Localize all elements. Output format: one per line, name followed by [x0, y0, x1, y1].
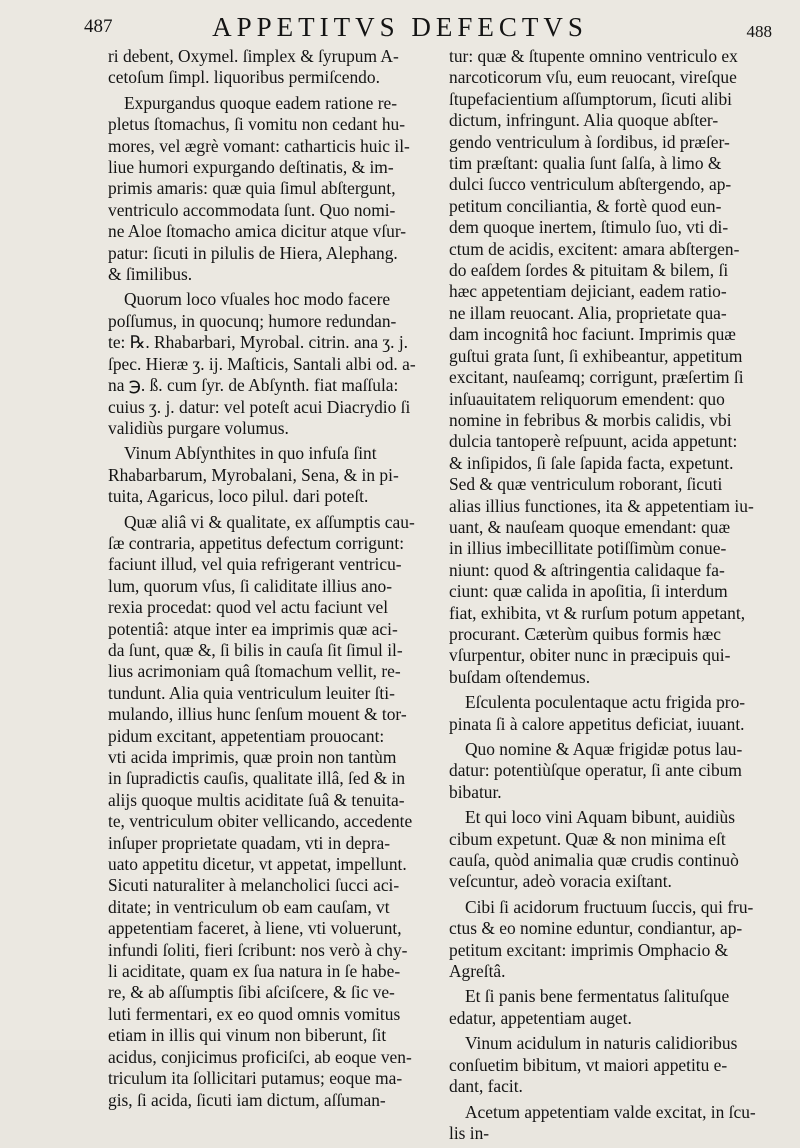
text-line: tundunt. Alia quia ventriculum leuiter ſti- — [108, 682, 395, 703]
text-line: ſtupefacientium aſſumptorum, ſicuti alibi — [449, 88, 733, 109]
paragraph — [108, 46, 448, 89]
text-line: uant, & nauſeam quoque emendant: quæ — [449, 516, 731, 537]
text-line: tuita, Agaricus, loco pilul. dari poteſt. — [108, 486, 369, 507]
text-line: infundi ſoliti, fieri ſcribunt: nos verò à chy- — [108, 939, 408, 960]
text-line: alias illius functiones, ita & appetentiam iu- — [449, 495, 754, 516]
text-line: ri debent, Oxymel. ſimplex & ſyrupum A- — [108, 46, 399, 66]
text-line: cetoſum ſimpl. liquoribus permiſcendo. — [108, 67, 380, 88]
text-line: primis amaris: quæ quia ſimul abſtergunt, — [108, 178, 396, 199]
right-text-column — [449, 46, 790, 1148]
text-line: Sed & quæ ventriculum roborant, ſicuti — [449, 474, 723, 495]
text-line: alijs quoque multis aciditate ſuâ & tenuita- — [108, 789, 405, 810]
text-line: pidum excitant, appetentiam prouocant: — [108, 725, 385, 746]
text-line: appetentiam faceret, à liene, vti voluerunt, — [108, 918, 402, 939]
paragraph — [108, 512, 448, 1111]
paragraph — [449, 986, 790, 1029]
text-line: dam incognitâ hoc faciunt. Imprimis quæ — [449, 324, 736, 345]
text-line: edatur, appetentiam auget. — [449, 1007, 632, 1028]
text-line: lius acrimoniam quâ ſtomachum vellit, re- — [108, 661, 401, 682]
text-line: ctum de acidis, excitent: amara abſtergen- — [449, 238, 740, 259]
text-line: poſſumus, in quocunq; humore redundan- — [108, 310, 397, 331]
text-line: Quo nomine & Aquæ frigidæ potus lau- — [465, 739, 743, 759]
text-line: Agreſtâ. — [449, 961, 506, 982]
text-line: patur: ſicuti in pilulis de Hiera, Alephang. — [108, 242, 398, 263]
text-line: ditate; in ventriculum ob eam cauſam, vt — [108, 896, 390, 917]
text-line: in ſupradictis cauſis, qualitate illâ, ſed & in — [108, 768, 406, 789]
paragraph — [449, 1102, 790, 1145]
text-line: Acetum appetentiam valde excitat, in ſcu- — [465, 1101, 756, 1122]
text-line: pinata ſi à calore appetitus deficiat, iuuant. — [449, 713, 745, 734]
text-line: li aciditate, quam ex ſua natura in ſe habe- — [108, 961, 401, 982]
paragraph — [449, 692, 790, 735]
paragraph — [449, 46, 790, 688]
page-number-right: 488 — [746, 22, 772, 41]
text-line: re, & ab aſſumptis ſibi aſciſcere, & ſic ve- — [108, 982, 395, 1003]
text-line: tim præſtant: qualia ſunt ſalſa, à limo & — [449, 153, 722, 174]
text-line: te: ℞. Rhabarbari, Myrobal. citrin. ana ʒ. j. — [108, 332, 409, 353]
text-line: buſdam oſtendemus. — [449, 666, 591, 687]
text-line: acidus, conjicimus proficiſci, ab eoque ven- — [108, 1046, 412, 1067]
text-line: vſurpentur, obiter nunc in præcipuis qui- — [449, 645, 731, 666]
text-line: te, ventriculum obiter vellicando, accedente — [108, 811, 413, 832]
text-line: dant, facit. — [449, 1076, 523, 1097]
text-line: in illius imbecillitate potiſſimùm conue- — [449, 538, 727, 559]
running-title: APPETITVS DEFECTVS — [212, 12, 588, 42]
text-line: Rhabarbarum, Myrobalani, Sena, & in pi- — [108, 464, 399, 485]
text-line: pletus ſtomachus, ſi vomitu non cedant hu- — [108, 114, 406, 135]
text-line: petitum excitant: imprimis Omphacio & — [449, 939, 729, 960]
text-line: Et ſi panis bene fermentatus ſalituſque — [465, 986, 730, 1007]
text-line: veſcuntur, adeò voracia exiſtant. — [449, 871, 672, 892]
text-line: hæc appetentiam dejiciant, eadem ratio- — [449, 281, 727, 302]
text-line: do eaſdem ſordes & pituitam & bilem, ſi — [449, 260, 729, 281]
text-line: Cibi ſi acidorum fructuum ſuccis, qui fru- — [465, 896, 754, 917]
text-line: petitum conciliantia, & fortè quod eun- — [449, 195, 722, 216]
page-header — [0, 10, 800, 44]
text-line: Expurgandus quoque eadem ratione re- — [124, 92, 398, 113]
text-line: procurant. Cæterùm quibus formis hæc — [449, 623, 721, 644]
text-line: ne illam reuocant. Alia, proprietate qua- — [449, 302, 727, 323]
text-line: na ℈. ß. cum ſyr. de Abſynth. fiat maſſula: — [108, 375, 399, 396]
text-line: Eſculenta poculentaque actu frigida pro- — [465, 692, 746, 713]
text-line: fiat, exhibita, vt & rurſum potum appetant, — [449, 602, 746, 623]
text-line: narcoticorum vſu, eum reuocant, vireſque — [449, 67, 737, 88]
text-line: Quorum loco vſuales hoc modo facere — [124, 289, 391, 310]
text-line: lum, quorum vſus, ſi caliditate illius ano- — [108, 575, 393, 596]
text-line: inſuper proprietate quadam, vti in depra- — [108, 832, 391, 853]
left-text-column — [108, 46, 448, 1115]
text-line: dulcia tantoperè reſpuunt, acida appetunt: — [449, 431, 738, 452]
text-line: bibatur. — [449, 781, 502, 802]
text-line: lis in- — [449, 1122, 490, 1143]
text-line: ciunt: quæ calida in apoſitia, ſi interdum — [449, 581, 728, 602]
paragraph — [449, 739, 790, 803]
text-line: tur: quæ & ſtupente omnino ventriculo ex — [449, 46, 738, 66]
text-line: ſæ contraria, appetitus defectum corrigunt: — [108, 532, 405, 553]
text-line: da ſunt, quæ &, ſi bilis in cauſa ſit ſimul il- — [108, 639, 403, 660]
text-line: ne Aloe ſtomacho amica dicitur atque vſur- — [108, 221, 407, 242]
text-line: ctus & eo nomine eduntur, condiantur, ap- — [449, 918, 743, 939]
text-line: validiùs purgare volumus. — [108, 417, 289, 438]
text-line: dulci ſucco ventriculum abſtergendo, ap- — [449, 174, 732, 195]
text-line: nomine in febribus & morbis calidis, vbi — [449, 409, 732, 430]
paragraph — [449, 897, 790, 983]
text-line: mores, vel ægrè vomant: catharticis huic il- — [108, 135, 410, 156]
text-line: guſtui grata ſunt, ſi exhibeantur, appetitum — [449, 345, 743, 366]
text-line: & ſimilibus. — [108, 264, 193, 285]
text-line: ventriculo accommodata ſunt. Quo nomi- — [108, 199, 396, 220]
paragraph — [108, 289, 448, 439]
text-line: gendo ventriculum à ſordibus, id præſer- — [449, 131, 730, 152]
text-line: cauſa, quòd animalia quæ crudis continuò — [449, 850, 739, 871]
text-line: excitant, nauſeamq; corrigunt, præſertim ſi — [449, 367, 744, 388]
text-line: inſuauitatem reliquorum emendent: quo — [449, 388, 725, 409]
text-line: faciunt illud, vel quia refrigerant ventricu- — [108, 554, 402, 575]
page-number-left: 487 — [84, 16, 113, 37]
text-line: potentiâ: atque inter ea imprimis quæ aci- — [108, 618, 398, 639]
text-line: conſuetim bibitum, vt maiori appetitu e- — [449, 1054, 728, 1075]
paragraph — [449, 1033, 790, 1097]
text-line: rexia procedat: quod vel actu faciunt vel — [108, 597, 389, 618]
text-line: vti acida imprimis, quæ proin non tantùm — [108, 747, 397, 767]
text-line: ſpec. Hieræ ʒ. ij. Maſticis, Santali albi od. a- — [108, 353, 416, 374]
text-line: triculum ita ſollicitari putamus; eoque ma- — [108, 1068, 403, 1089]
text-line: Sicuti naturaliter à melancholici ſucci aci- — [108, 875, 400, 896]
text-line: Quæ aliâ vi & qualitate, ex aſſumptis cau- — [124, 511, 415, 532]
text-line: luti fermentari, ex eo quod omnis vomitus — [108, 1003, 401, 1024]
text-line: gis, ſi acida, ſicuti iam dictum, aſſuman- — [108, 1089, 386, 1110]
text-line: etiam in illis qui vinum non biberunt, ſit — [108, 1025, 387, 1046]
text-line: niunt: quod & aſtringentia calidaque fa- — [449, 559, 725, 580]
paragraph — [108, 93, 448, 286]
text-line: Vinum Abſynthites in quo infuſa ſint — [124, 443, 377, 464]
text-line: mulando, illius hunc ſenſum mouent & tor- — [108, 704, 407, 725]
text-line: uato appetitu dicetur, vt appetat, impellunt. — [108, 854, 407, 875]
text-line: cibum expetunt. Quæ & non minima eſt — [449, 828, 726, 849]
paragraph — [449, 807, 790, 893]
text-line: cuius ʒ. j. datur: vel poteſt acui Diacrydio ſi — [108, 396, 411, 417]
text-line: Et qui loco vini Aquam bibunt, auidiùs — [465, 807, 736, 828]
text-line: Vinum acidulum in naturis calidioribus — [465, 1033, 738, 1054]
paragraph — [108, 443, 448, 507]
text-line: liue humori expurgando deſtinatis, & im- — [108, 157, 394, 178]
text-line: datur: potentiùſque operatur, ſi ante cibum — [449, 760, 742, 781]
text-line: & inſipidos, ſi ſale ſapida facta, expetunt. — [449, 452, 734, 473]
text-line: dictum, infringunt. Alia quoque abſter- — [449, 110, 719, 131]
text-line: dem quoque inertem, ſtimulo ſuo, vti di- — [449, 217, 729, 238]
